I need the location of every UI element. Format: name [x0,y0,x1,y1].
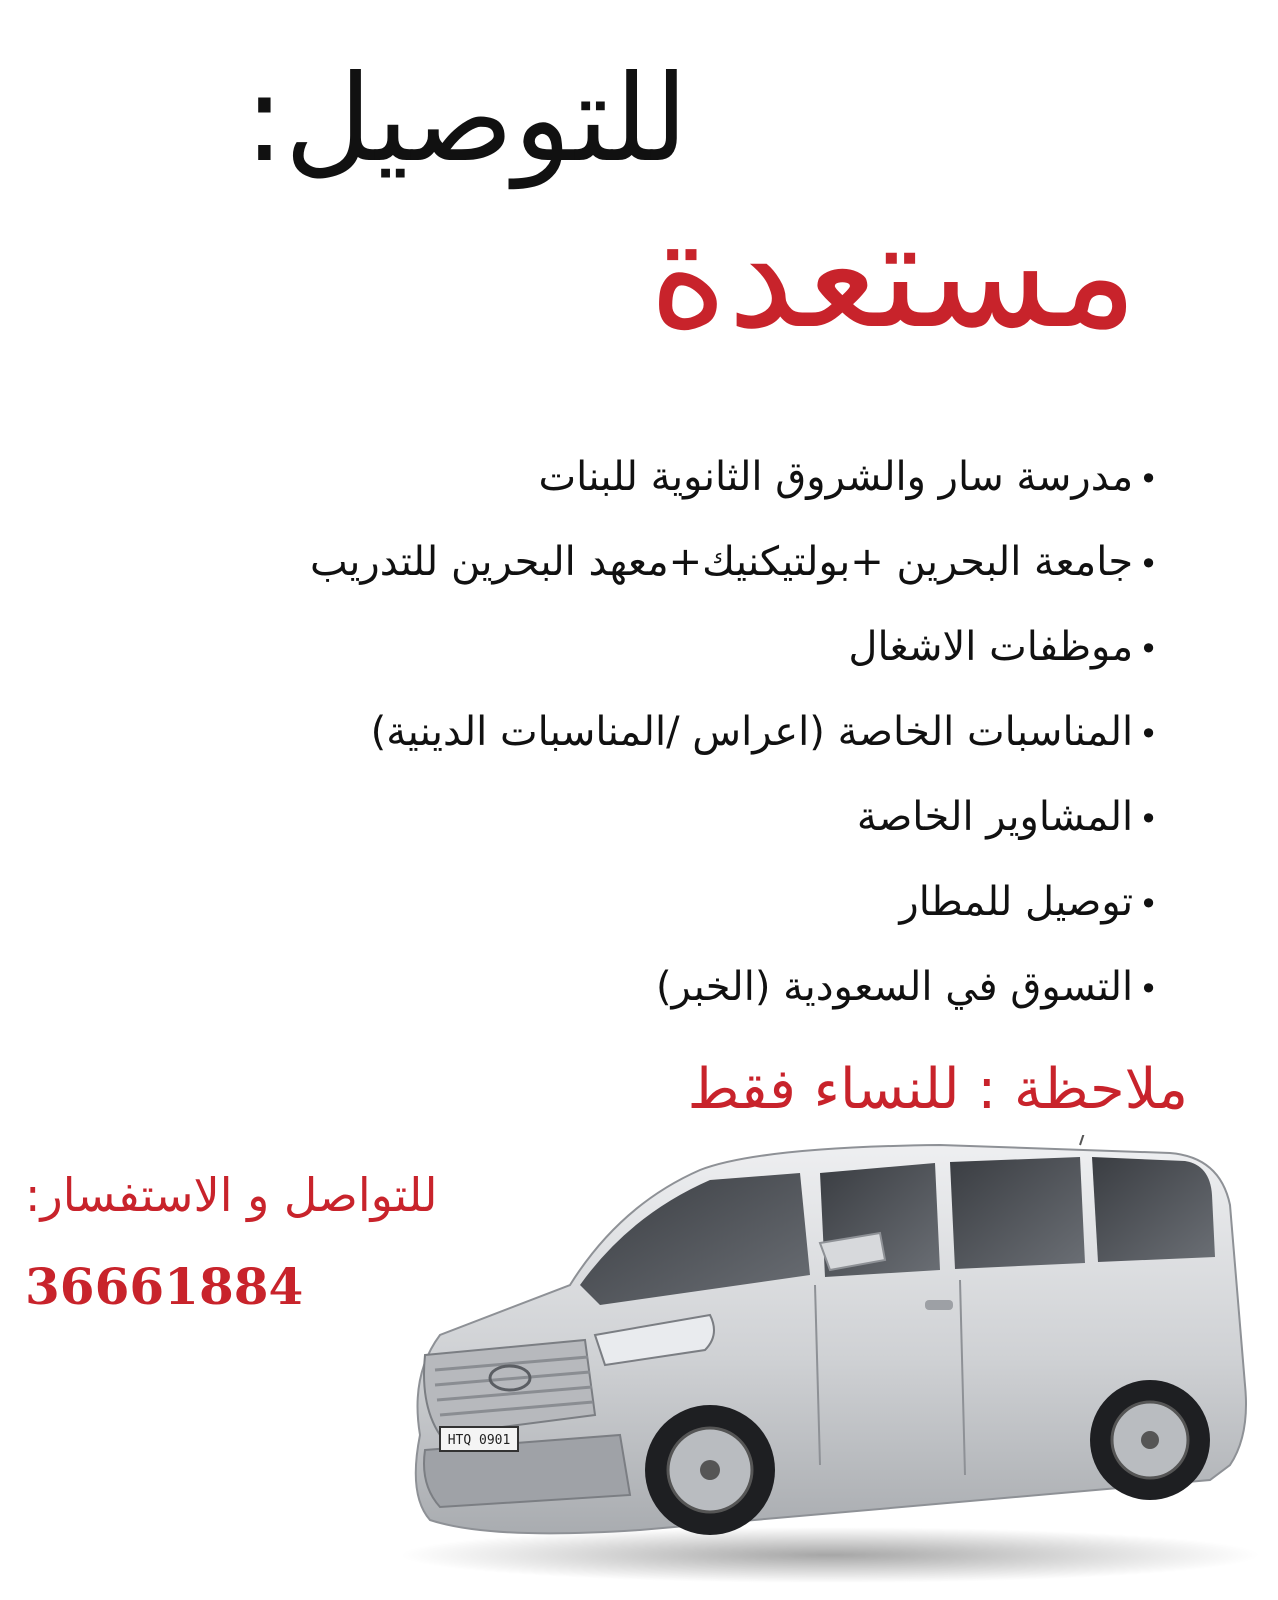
service-label: مدرسة سار والشروق الثانوية للبنات [538,454,1134,500]
title-line-2: مستعدة [648,188,1138,362]
van-rear-window [1092,1157,1215,1262]
service-label: المشاوير الخاصة [856,794,1134,840]
service-item [98,435,1158,520]
service-item [98,520,1158,605]
bullet-icon: • [1139,714,1158,753]
bullet-icon: • [1139,969,1158,1008]
bullet-icon: • [1139,799,1158,838]
contact-label: للتواصل و الاستفسار: [25,1168,438,1222]
service-item [98,860,1158,945]
license-plate-text: HTQ 0901 [447,1433,511,1448]
title-line-1: للتوصيل: [244,50,688,189]
service-item [98,775,1158,860]
bullet-icon: • [1139,459,1158,498]
van-middle-window [950,1157,1085,1269]
service-label: جامعة البحرين +بولتيكنيك+معهد البحرين للتدريب [310,539,1134,585]
van-shadow [400,1527,1260,1583]
bullet-icon: • [1139,544,1158,583]
service-item [98,605,1158,690]
bullet-icon: • [1139,884,1158,923]
service-label: موظفات الاشغال [848,624,1134,670]
services-list [98,435,1158,1030]
service-item [98,690,1158,775]
note-women-only: ملاحظة : للنساء فقط [687,1057,1188,1122]
van-image [380,1135,1260,1585]
service-item [98,945,1158,1030]
bullet-icon: • [1139,629,1158,668]
service-label: التسوق في السعودية (الخبر) [655,964,1134,1010]
service-label: المناسبات الخاصة (اعراس /المناسبات الدينية) [370,709,1134,755]
service-label: توصيل للمطار [899,879,1134,925]
phone-number[interactable]: 36661884 [25,1257,304,1316]
van-door-handle [925,1300,953,1310]
